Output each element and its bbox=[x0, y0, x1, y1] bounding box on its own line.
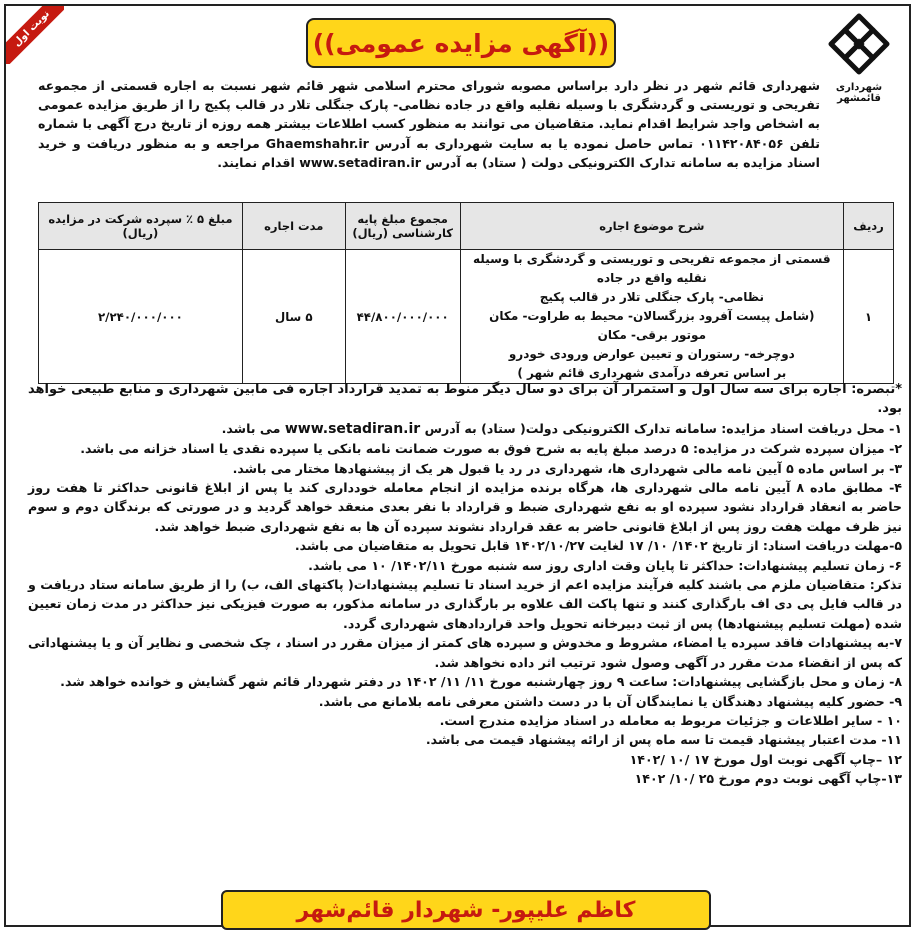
header-deposit: مبلغ ۵ ٪ سپرده شرکت در مزایده (ریال) bbox=[39, 203, 243, 250]
setad-website-link[interactable]: www.setadiran.ir bbox=[299, 154, 422, 170]
condition-item: ۹- حضور کلیه پیشنهاد دهندگان یا نمایندگان آن با در دست داشتن معرفی نامه بلامانع می باشد. bbox=[318, 693, 902, 709]
logo-caption: شهرداری قائمشهر bbox=[835, 82, 883, 104]
title-banner bbox=[306, 18, 616, 68]
municipality-website-link[interactable]: Ghaemshahr.ir bbox=[265, 135, 369, 151]
cell-base-price: ۴۴/۸۰۰/۰۰۰/۰۰۰ bbox=[345, 250, 460, 384]
condition-item: ۱۳-چاپ آگهی نوبت دوم مورخ ۲۵ /۱۰/ ۱۴۰۲ bbox=[634, 771, 902, 787]
condition-item: ۶- زمان تسلیم پیشنهادات: حداکثر تا پایان وقت اداری روز سه شنبه مورخ ۱۴۰۲/۱۱/ ۱۰ می باشد. bbox=[308, 557, 902, 573]
cell-duration: ۵ سال bbox=[242, 250, 345, 384]
cell-row-number: ۱ bbox=[844, 250, 894, 384]
round-badge-label: نوبت اول bbox=[6, 6, 64, 64]
auction-table bbox=[38, 202, 894, 384]
condition-item: ۱۰ - سایر اطلاعات و جزئیات مربوط به معامله در اسناد مزایده مندرج است. bbox=[439, 712, 902, 728]
note-clause: *تبصره: اجاره برای سه سال اول و استمرار آن برای دو سال دیگر منوط به تمدید قرارداد اجاره فی مابین شهرداری و منابع طبیعی خواهد بود. bbox=[28, 382, 902, 417]
mayor-signature: کاظم علیپور- شهردار قائم‌شهر bbox=[296, 897, 636, 923]
cell-description: قسمتی از مجموعه تفریحی و توریستی و گردشگری با وسیله نقلیه واقع در جاده نظامی- پارک جنگلی تلار در قالب پکیج (شامل پیست آفرود بزرگسالان- محیط به طراوت- مکان موتور برقی- مکان دوچرخه- رستوران و تعیین عوارض ورودی خودرو بر اساس تعرفه درآمدی شهرداری قائم شهر ) bbox=[460, 250, 843, 384]
header-base-price: مجموع مبلغ پایه کارشناسی (ریال) bbox=[345, 203, 460, 250]
signature-banner bbox=[221, 890, 711, 930]
municipality-logo bbox=[823, 12, 895, 104]
header-row-number: ردیف bbox=[844, 203, 894, 250]
intro-paragraph: شهرداری قائم شهر در نظر دارد براساس مصوبه شورای محترم اسلامی شهر قائم شهر نسبت به اجاره قسمتی از مجموعه تفریحی و توریستی و گردشگری با وسیله نقلیه واقع در جاده نظامی- پارک جنگلی تلار در قالب پکیج را از طریق مزایده عمومی به اشخاص واجد شرایط اقدام نماید. متقاضیان می توانند به منظور کسب اطلاعات بیشتر همه روزه از تاریخ درج آگهی با شماره تلفن ۰۱۱۴۲۰۸۴۰۵۶ تماس حاصل نموده یا به سایت شهرداری به آدرس Ghaemshahr.ir مراجعه و به منظور دریافت و خرید اسناد مزایده به سامانه تدارک الکترونیکی دولت ( ستاد) به آدرس www.setadiran.ir اقدام نمایند. bbox=[38, 78, 821, 170]
condition-item: ۲- میزان سپرده شرکت در مزایده: ۵ درصد مبلغ پایه به شرح فوق به صورت ضمانت نامه بانکی یا سپرده نقدی یا اسناد خزانه می باشد. bbox=[80, 441, 902, 457]
setad-website-link[interactable]: www.setadiran.ir bbox=[284, 420, 421, 437]
condition-item: ۵-مهلت دریافت اسناد: از تاریخ ۱۴۰۲/ ۱۰/ ۱۷ لغایت ۱۴۰۲/۱۰/۲۷ قابل تحویل به متقاضیان می باشد. bbox=[294, 538, 902, 554]
condition-item: ۱- محل دریافت اسناد مزایده: سامانه تدارک الکترونیکی دولت( ستاد) به آدرس www.setadiran.ir می باشد. bbox=[221, 420, 902, 437]
conditions-list bbox=[28, 380, 902, 789]
header-duration: مدت اجاره bbox=[242, 203, 345, 250]
knot-emblem-icon bbox=[827, 12, 891, 76]
condition-item: ۸- زمان و محل بازگشایی پیشنهادات: ساعت ۹ روز چهارشنبه مورخ ۱۱/ ۱۱/ ۱۴۰۲ در دفتر شهردار قائم شهر گشایش و خوانده خواهد شد. bbox=[60, 674, 902, 690]
advertisement-page bbox=[4, 4, 911, 927]
condition-item: ۱۱- مدت اعتبار پیشنهاد قیمت تا سه ماه پس از ارائه پیشنهاد قیمت می باشد. bbox=[425, 732, 902, 748]
header-description: شرح موضوع اجاره bbox=[460, 203, 843, 250]
condition-item: ۴- مطابق ماده ۸ آیین نامه مالی شهرداری ها، هرگاه برنده مزایده از انجام معامله خودداری کند یا پس از ابلاغ قانونی حداکثر تا هفت روز حاضر به انعقاد قرارداد نشود سپرده او به نفع شهرداری ضبط و قرارداد با نفر بعدی منعقد خواهد گردید و در صورتی که برندگان دوم و سوم نیز ظرف مهلت هفت روز پس از ابلاغ قانونی حاضر به عقد قرارداد نشوند سپرده آن ها به نفع شهرداری ضبط خواهد شد. bbox=[28, 480, 902, 534]
round-badge bbox=[6, 6, 64, 64]
reminder-note: تذکر: متقاضیان ملزم می باشند کلیه فرآیند مزایده اعم از خرید اسناد تا تسلیم پیشنهادات( پاکتهای الف، ب) را از طریق سامانه ستاد دریافت و در قالب فایل پی دی اف بارگذاری کنند و تنها پاکت الف علاوه بر بارگذاری در سامانه مذکور، به صورت فیزیکی نیز حداکثر در مدت زمان تعیین شده (مهلت تسلیم پیشنهادها) پس از ثبت دبیرخانه تحویل واحد قراردادهای شهرداری گردد. bbox=[28, 577, 902, 631]
condition-item: ۳- بر اساس ماده ۵ آیین نامه مالی شهرداری ها، شهرداری در رد یا قبول هر یک از پیشنهادها مختار می باشد. bbox=[232, 460, 902, 476]
cell-deposit: ۲/۲۴۰/۰۰۰/۰۰۰ bbox=[39, 250, 243, 384]
table-row bbox=[39, 250, 894, 384]
page-title: ((آگهی مزایده عمومی)) bbox=[312, 28, 610, 58]
table-header-row bbox=[39, 203, 894, 250]
condition-item: ۱۲ –چاپ آگهی نوبت اول مورخ ۱۷ /۱۰ /۱۴۰۲ bbox=[629, 751, 902, 767]
condition-item: ۷-به پیشنهادات فاقد سپرده یا امضاء، مشروط و مخدوش و سپرده های کمتر از میزان مقرر در اسناد ، چک شخصی و نظایر آن و یا پیشنهاداتی که پس از انقضاء مدت مقرر در آگهی وصول شود ترتیب اثر داده نخواهد شد. bbox=[28, 635, 902, 670]
